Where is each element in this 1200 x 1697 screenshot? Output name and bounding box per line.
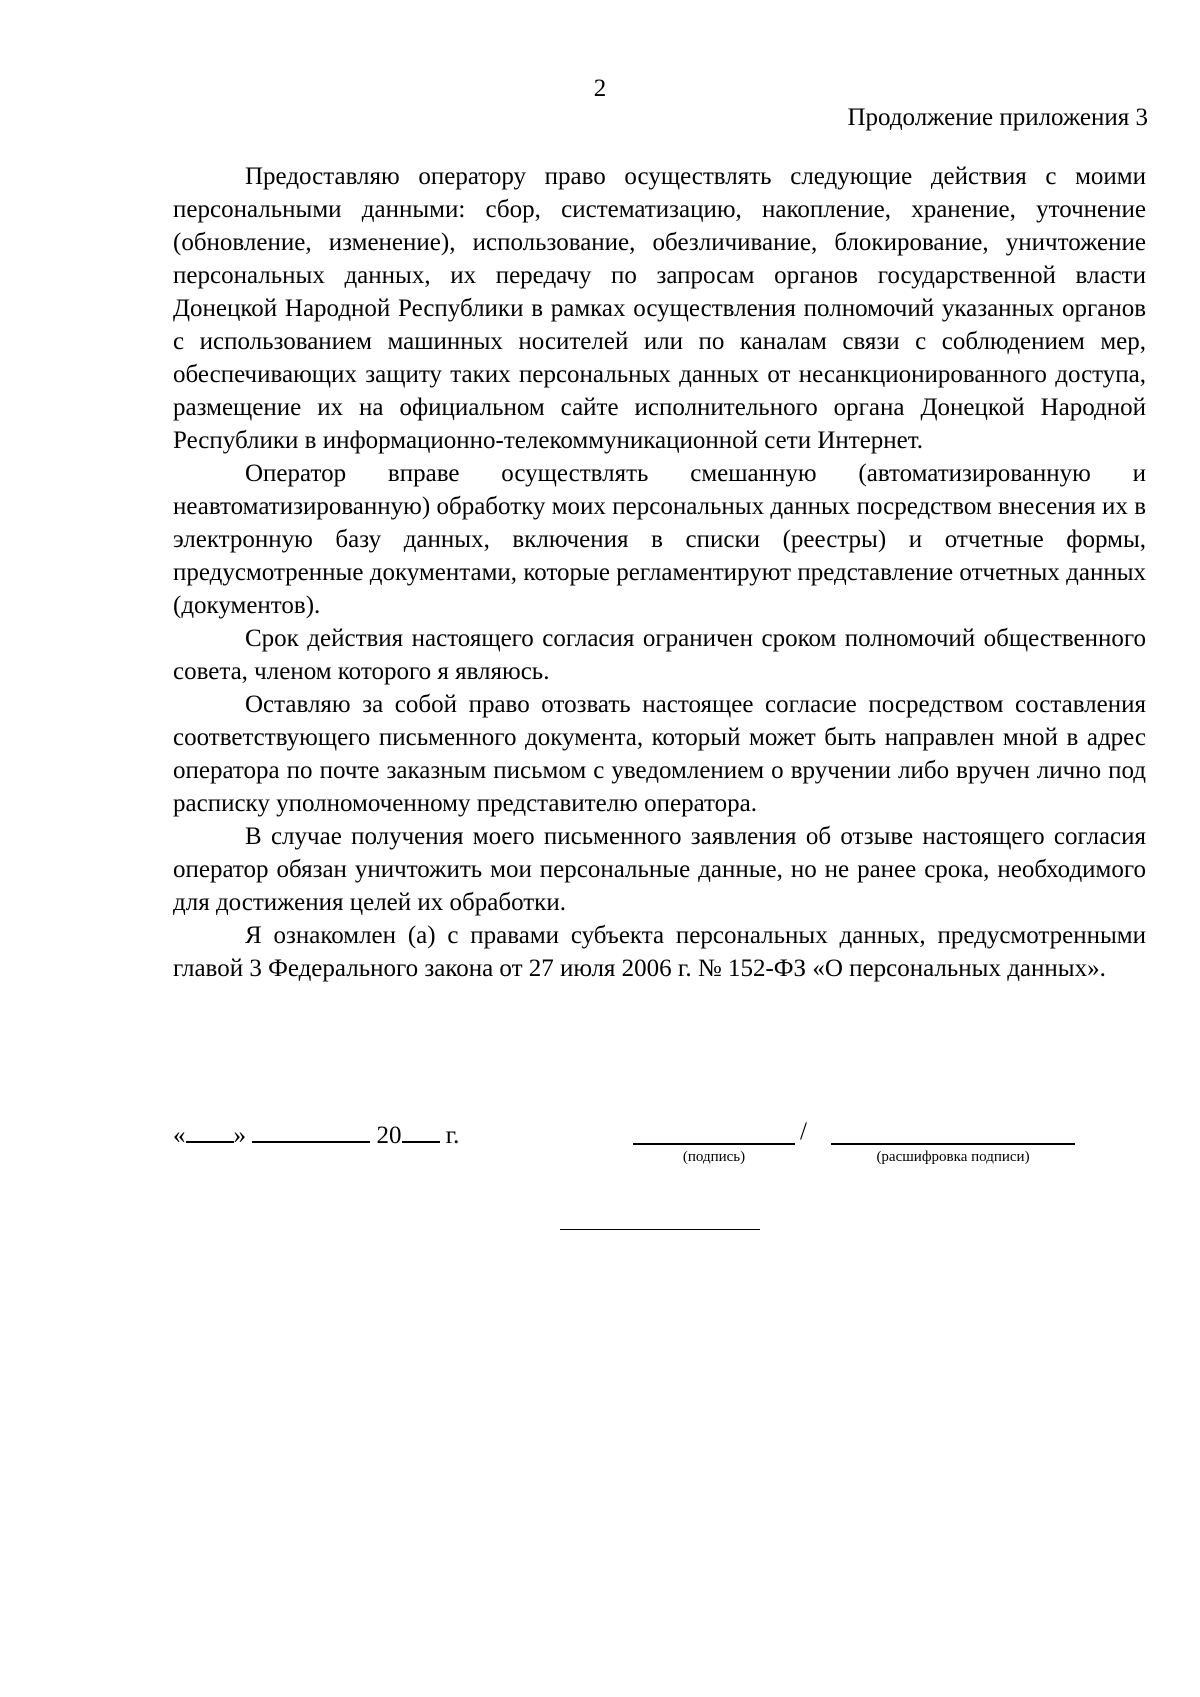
paragraph-revocation: Оставляю за собой право отозвать настоящее согласие посредством составления соответствующего письменного документа, который может быть направлен мной в адрес оператора по почте заказным письмом с уведомлением о вручении либо вручен лично под расписку уполномоченному представителю оператора. xyxy=(173,691,1146,817)
paragraph-processing: Оператор вправе осуществлять смешанную (автоматизированную и неавтоматизированную) обработку моих персональных данных посредством внесения их в электронную базу данных, включения в списки (реестры) и отчетные формы, предусмотренные документами, которые регламентируют представление отчетных данных (документов). xyxy=(173,460,1146,619)
year-suffix: г. xyxy=(445,1122,460,1149)
signature-line xyxy=(633,1143,795,1145)
quote-close: » xyxy=(233,1122,246,1149)
quote-open: « xyxy=(173,1122,186,1149)
consent-body xyxy=(173,160,1146,985)
month-blank xyxy=(252,1117,370,1143)
signature-row xyxy=(173,1117,1146,1187)
year-blank xyxy=(402,1117,440,1143)
paragraph-destruction: В случае получения моего письменного заявления об отзыве настоящего согласия оператор обязан уничтожить мои персональные данные, но не ранее срока, необходимого для достижения целей их обработки. xyxy=(173,823,1146,916)
signature-caption: (подпись) xyxy=(682,1149,746,1165)
paragraph-acknowledgement: Я ознакомлен (а) с правами субъекта персональных данных, предусмотренными главой 3 Федерального закона от 27 июля 2006 г. № 152-ФЗ «О персональных данных». xyxy=(173,922,1146,982)
continuation-heading: Продолжение приложения 3 xyxy=(847,104,1148,131)
year-prefix: 20 xyxy=(376,1122,402,1149)
day-blank xyxy=(186,1117,234,1143)
page-number: 2 xyxy=(593,75,607,102)
paragraph-actions: Предоставляю оператору право осуществлять следующие действия с моими персональными данными: сбор, систематизацию, накопление, хранение, уточнение (обновление, изменение), использование, обезличивание, блокирование, уничтожение персональных данных, их передачу по запросам органов государственной власти Донецкой Народной Республики в рамках осуществления полномочий указанных органов с использованием машинных носителей или по каналам связи с соблюдением мер, обеспечивающих защиту таких персональных данных от несанкционированного доступа, размещение их на официальном сайте исполнительного органа Донецкой Народной Республики в информационно-телекоммуникационной сети Интернет. xyxy=(173,163,1146,454)
slash-separator: / xyxy=(800,1118,807,1145)
footer-divider xyxy=(560,1229,760,1230)
signature-decoding-line xyxy=(831,1143,1075,1145)
date-field xyxy=(173,1117,459,1151)
decoding-caption: (расшифровка подписи) xyxy=(876,1149,1030,1165)
paragraph-term: Срок действия настоящего согласия ограничен сроком полномочий общественного совета, членом которого я являюсь. xyxy=(173,625,1146,685)
